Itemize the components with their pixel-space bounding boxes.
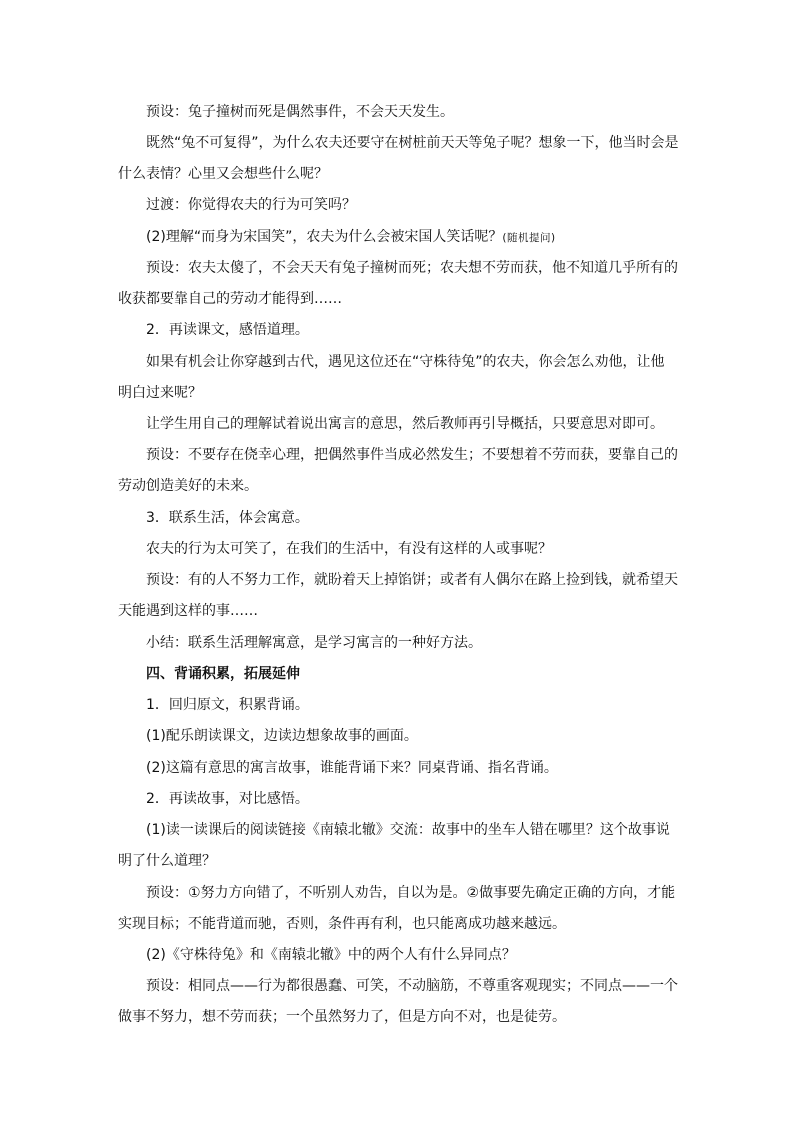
paragraph-line: (1)配乐朗读课文，边读边想象故事的画面。 [146, 728, 418, 744]
step-heading: 2．再读课文，感悟道理。 [146, 322, 309, 338]
paragraph-line: (1)读一读课后的阅读链接《南辕北辙》交流：故事中的坐车人错在哪里？这个故事说 [146, 822, 670, 838]
paragraph-line: (2)这篇有意思的寓言故事，谁能背诵下来？同桌背诵、指名背诵。 [146, 760, 558, 776]
paragraph-line: 小结：联系生活理解寓意，是学习寓言的一种好方法。 [146, 635, 482, 651]
section-heading: 四、背诵积累，拓展延伸 [146, 666, 300, 682]
paragraph-line: 农夫的行为太可笑了，在我们的生活中，有没有这样的人或事呢？ [146, 541, 552, 557]
paragraph-line: 实现目标；不能背道而驰，否则，条件再有利，也只能离成功越来越远。 [118, 916, 566, 932]
paragraph-line: 天能遇到这样的事…… [118, 603, 258, 619]
paragraph-line: 明白过来呢？ [118, 385, 202, 401]
paragraph-line: (2)《守株待兔》和《南辕北辙》中的两个人有什么异同点？ [146, 947, 516, 963]
paragraph-line: 过渡：你觉得农夫的行为可笑吗？ [146, 197, 356, 213]
paragraph-line: 预设：农夫太傻了，不会天天有兔子撞树而死；农夫想不劳而获，他不知道几乎所有的 [146, 260, 678, 276]
teaching-note: (随机提问) [502, 232, 556, 244]
paragraph-line [146, 228, 706, 247]
paragraph-line: 预设：兔子撞树而死是偶然事件，不会天天发生。 [146, 104, 454, 120]
step-heading: 2．再读故事，对比感悟。 [146, 791, 309, 807]
paragraph-line: 预设：不要存在侥幸心理，把偶然事件当成必然发生；不要想着不劳而获，要靠自己的 [146, 447, 678, 463]
paragraph-line: 劳动创造美好的未来。 [118, 478, 258, 494]
paragraph-line: 明了什么道理？ [118, 853, 216, 869]
question-text: (2)理解“而身为宋国笑”，农夫为什么会被宋国人笑话呢？ [146, 229, 503, 245]
paragraph-line: 做事不努力，想不劳而获；一个虽然努力了，但是方向不对，也是徒劳。 [118, 1009, 566, 1025]
paragraph-line: 预设：有的人不努力工作，就盼着天上掉馅饼；或者有人偶尔在路上捡到钱，就希望天 [146, 572, 678, 588]
paragraph-line: 预设：①努力方向错了，不听别人劝告，自以为是。②做事要先确定正确的方向，才能 [146, 885, 676, 901]
paragraph-line: 什么表情？心里又会想些什么呢？ [118, 166, 328, 182]
paragraph-line: 收获都要靠自己的劳动才能得到…… [118, 291, 342, 307]
paragraph-line: 让学生用自己的理解试着说出寓言的意思，然后教师再引导概括，只要意思对即可。 [146, 416, 664, 432]
step-heading: 3．联系生活，体会寓意。 [146, 510, 309, 526]
paragraph-line: 既然“兔不可复得”，为什么农夫还要守在树桩前天天等兔子呢？想象一下，他当时会是 [146, 135, 679, 151]
paragraph-line: 如果有机会让你穿越到古代，遇见这位还在“守株待兔”的农夫，你会怎么劝他，让他 [146, 354, 665, 370]
paragraph-line: 预设：相同点——行为都很愚蠢、可笑，不动脑筋，不尊重客观现实；不同点——一个 [146, 978, 678, 994]
step-heading: 1．回归原文，积累背诵。 [146, 697, 309, 713]
